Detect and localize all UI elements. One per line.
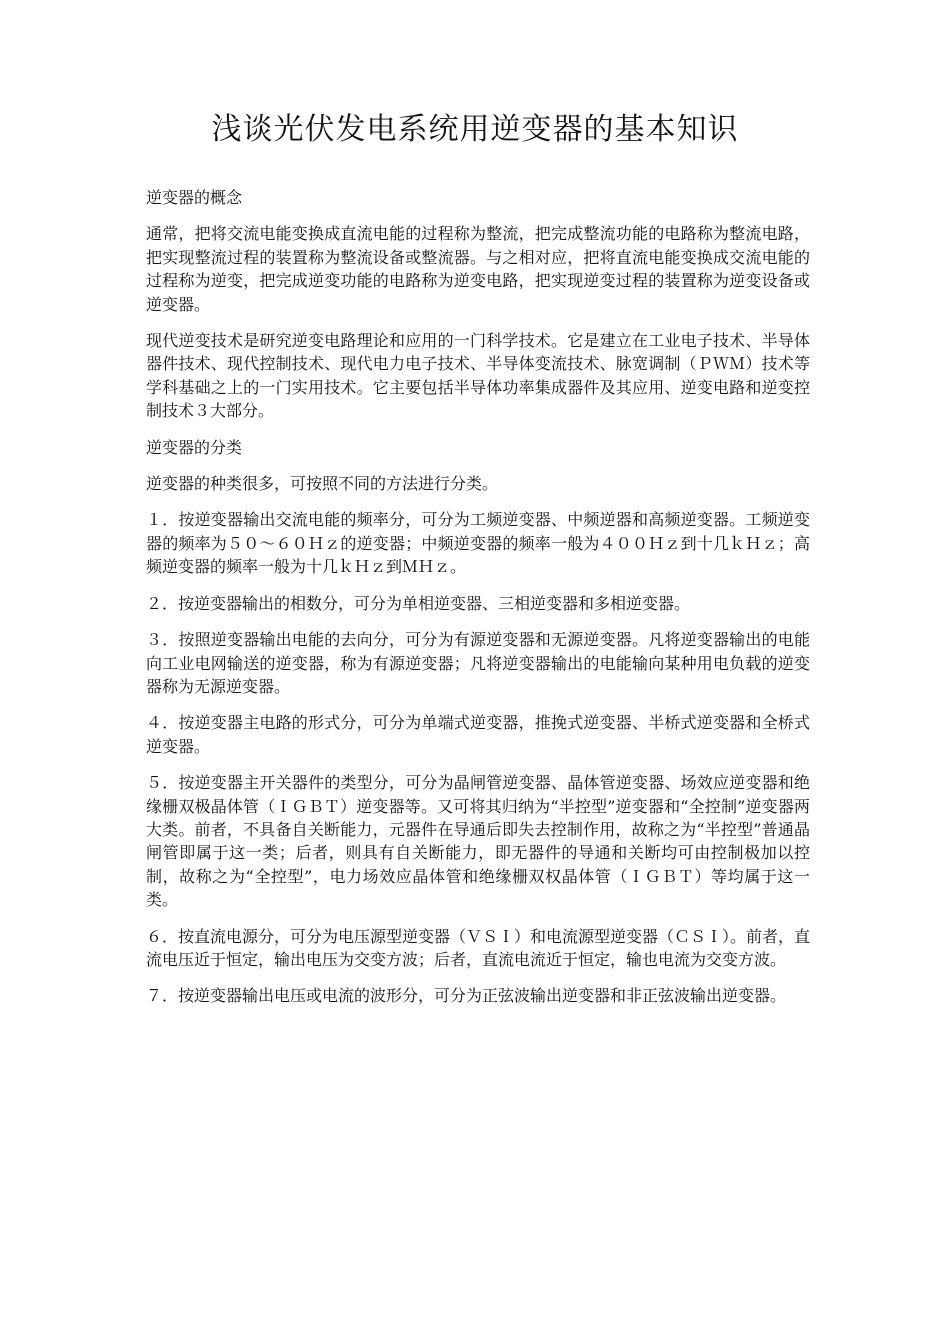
paragraph-rectifier-inverter-definition: 通常，把将交流电能变换成直流电能的过程称为整流，把完成整流功能的电路称为整流电路，把实现整流过程的装置称为整流设备或整流器。与之相对应，把将直流电能变换成交流电能的过程称为逆变，把完成逆变功能的电路称为逆变电路，把实现逆变过程的装置称为逆变设备或逆变器。 — [146, 224, 810, 314]
paragraph-modern-inverter-technology: 现代逆变技术是研究逆变电路理论和应用的一门科学技术。它是建立在工业电子技术、半导体器件技术、现代控制技术、现代电力电子技术、半导体变流技术、脉宽调制（ＰＷＭ）技术等学科基础之上的一门实用技术。它主要包括半导体功率集成器件及其应用、逆变电路和逆变控制技术３大部分。 — [146, 331, 810, 421]
list-item-3-energy-direction: ３．按照逆变器输出电能的去向分，可分为有源逆变器和无源逆变器。凡将逆变器输出的电能向工业电网输送的逆变器，称为有源逆变器；凡将逆变器输出的电能输向某种用电负载的逆变器称为无源逆变器。 — [146, 630, 810, 696]
document-title: 浅谈光伏发电系统用逆变器的基本知识 — [211, 112, 739, 147]
list-item-5-switch-devices: ５．按逆变器主开关器件的类型分，可分为晶闸管逆变器、晶体管逆变器、场效应逆变器和绝缘栅双极晶体管（ＩＧＢＴ）逆变器等。又可将其归纳为“半控型”逆变器和“全控制”逆变器两大类。前者，不具备自关断能力，元器件在导通后即失去控制作用，故称之为“半控型”普通晶闸管即属于这一类；后者，则具有自关断能力，即无器件的导通和关断均可由控制极加以控制，故称之为“全控型”，电力场效应晶体管和绝缘栅双权晶体管（ＩＧＢＴ）等均属于这一类。 — [146, 773, 810, 910]
paragraph-classification-intro: 逆变器的种类很多，可按照不同的方法进行分类。 — [146, 474, 499, 494]
list-item-4-main-circuit: ４．按逆变器主电路的形式分，可分为单端式逆变器，推挽式逆变器、半桥式逆变器和全桥式逆变器。 — [146, 713, 810, 756]
list-item-6-dc-source: ６．按直流电源分，可分为电压源型逆变器（ＶＳＩ）和电流源型逆变器（ＣＳＩ）。前者，直流电压近于恒定，输出电压为交变方波；后者，直流电流近于恒定，输也电流为交变方波。 — [146, 926, 811, 969]
list-item-7-waveform: ７．按逆变器输出电压或电流的波形分，可分为正弦波输出逆变器和非正弦波输出逆变器。 — [146, 986, 787, 1006]
list-item-1-frequency: １．按逆变器输出交流电能的频率分，可分为工频逆变器、中频逆器和高频逆变器。工频逆变器的频率为５０～６０Ｈｚ的逆变器；中频逆变器的频率一般为４００Ｈｚ到十几ｋＨｚ；高频逆变器的频率一般为十几ｋＨｚ到ＭＨｚ。 — [146, 510, 810, 577]
document-body — [146, 186, 810, 1021]
section-heading-concept: 逆变器的概念 — [146, 188, 243, 207]
list-item-2-phases: ２．按逆变器输出的相数分，可分为单相逆变器、三相逆变器和多相逆变器。 — [146, 593, 691, 613]
section-heading-classification: 逆变器的分类 — [146, 437, 243, 457]
